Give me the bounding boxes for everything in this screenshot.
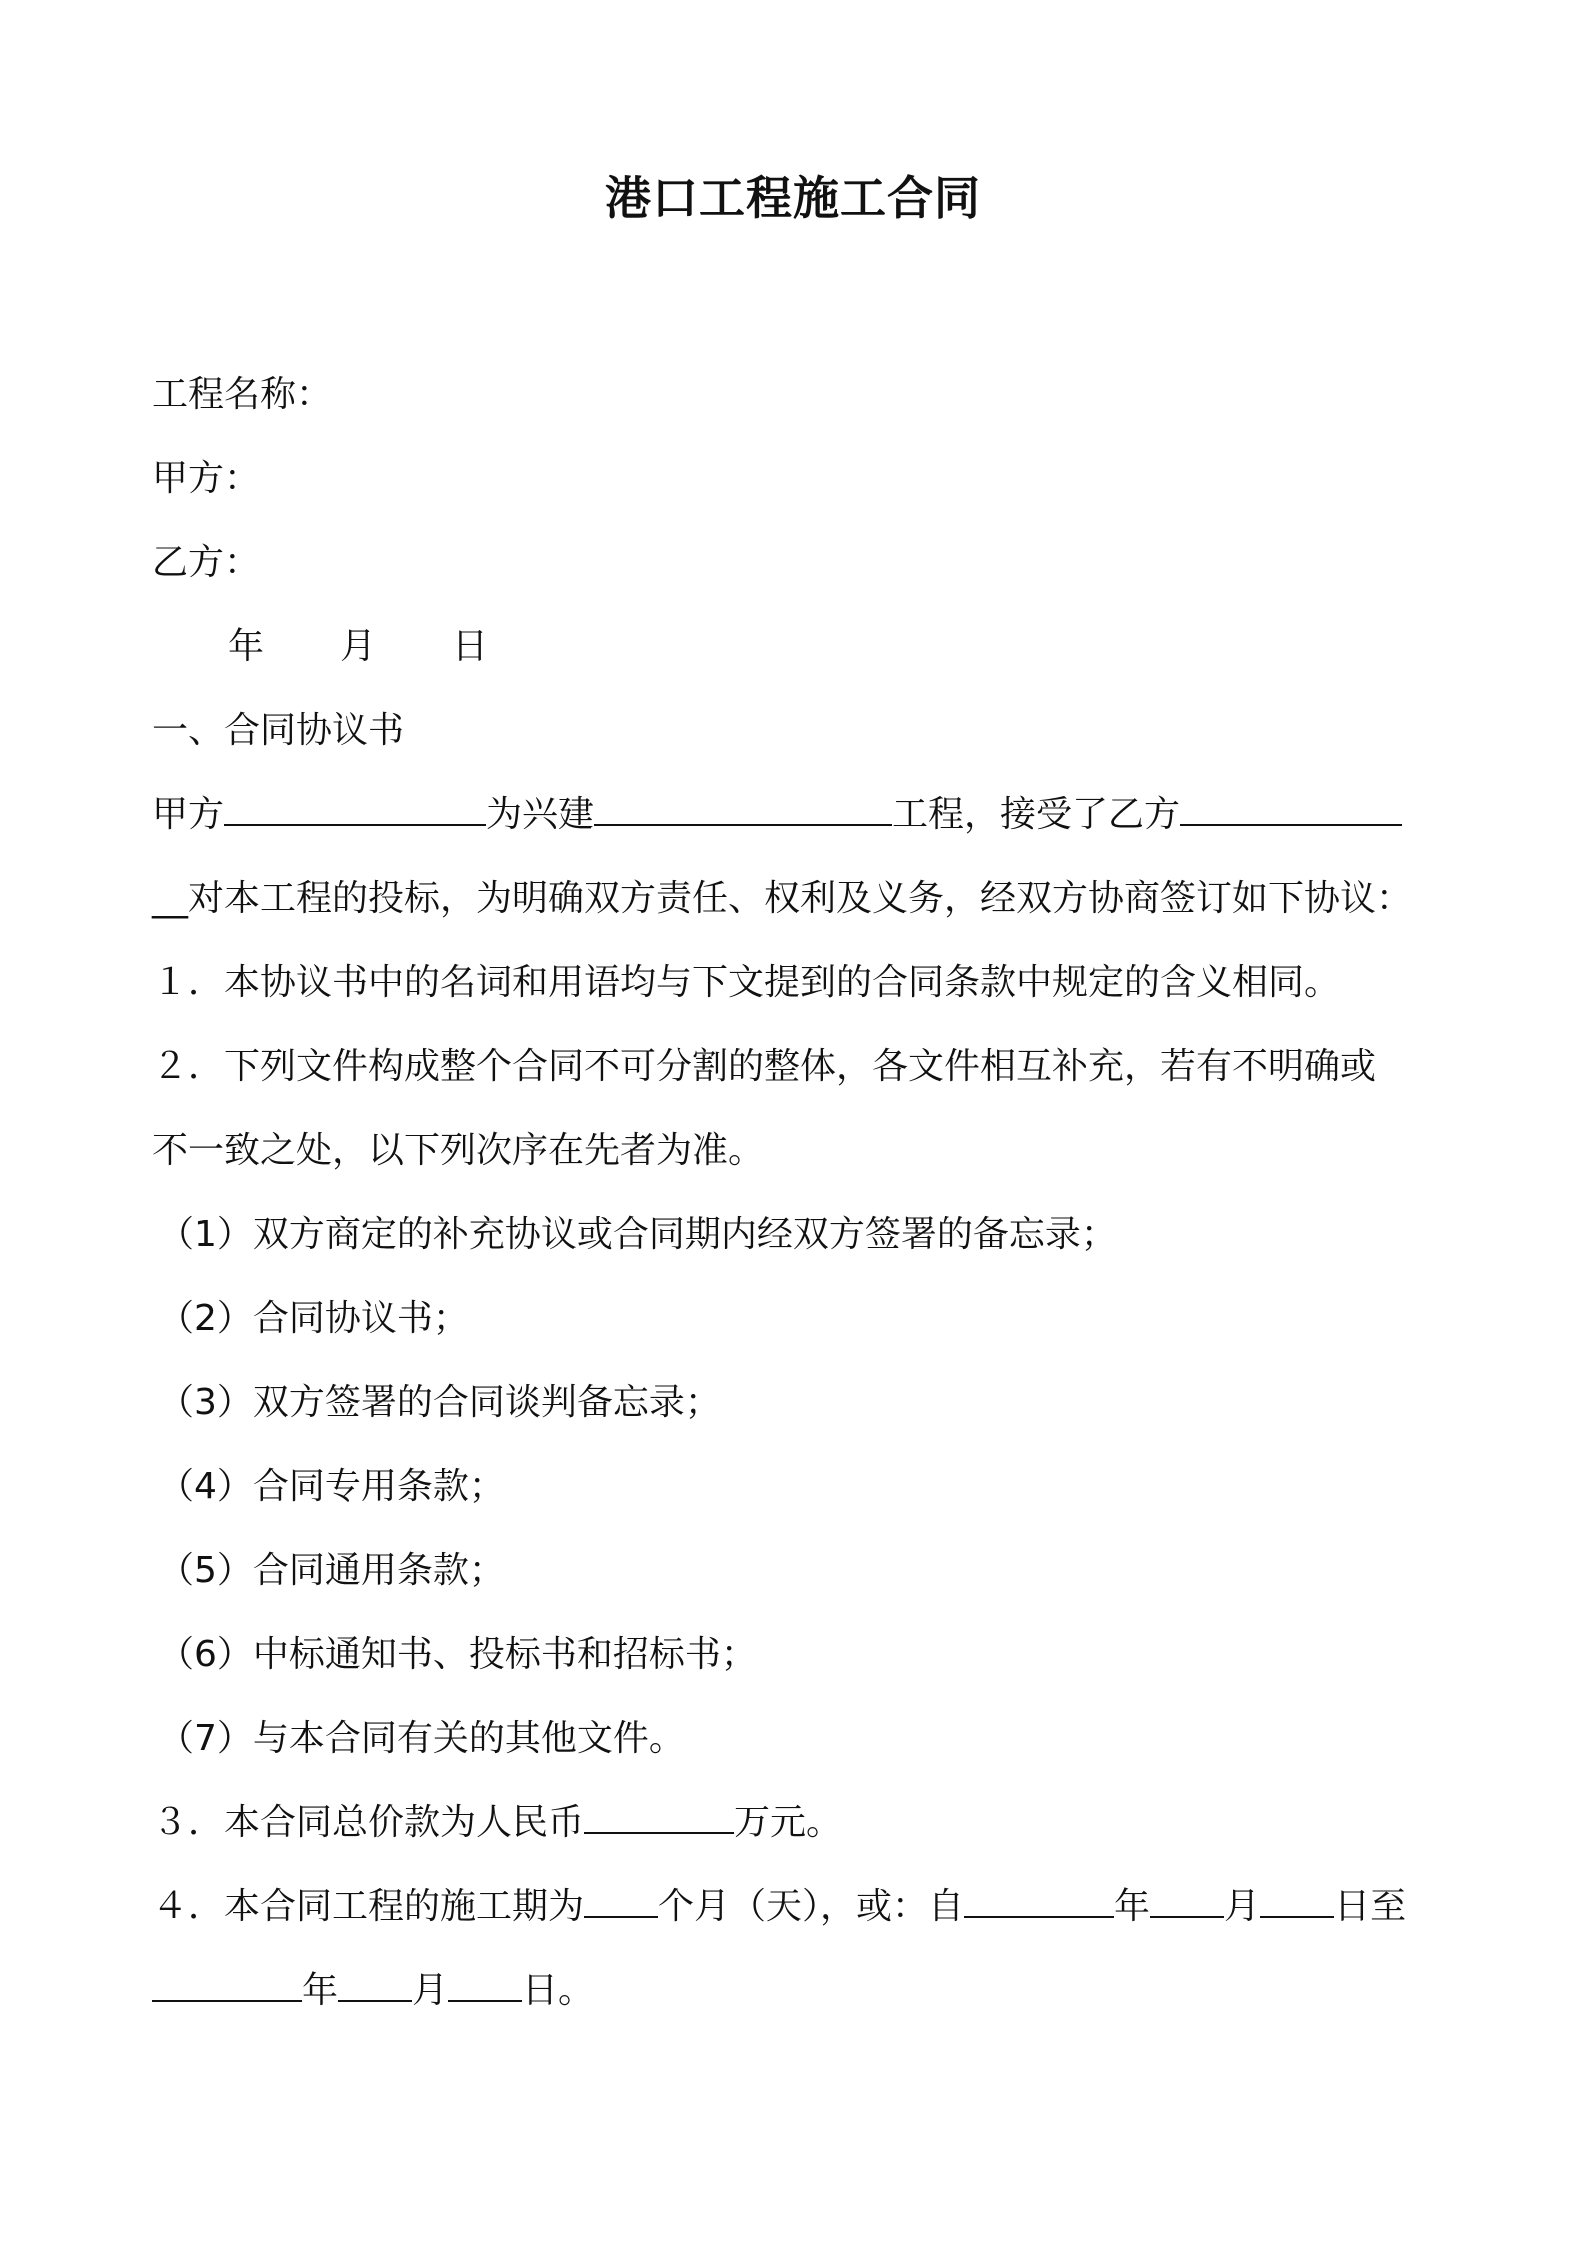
- item-4-line-1: [152, 1882, 1406, 1932]
- doc-item-5: （5）合同通用条款；: [158, 1550, 505, 1591]
- party-b-blank[interactable]: [1180, 790, 1402, 826]
- item-4-end-day: 日。: [522, 1970, 595, 2011]
- end-year-blank[interactable]: [152, 1966, 302, 2002]
- party-b-label: 乙方：: [152, 542, 261, 583]
- duration-blank[interactable]: [584, 1882, 658, 1918]
- intro-line-1: [152, 790, 1402, 840]
- date-line: [228, 622, 488, 672]
- intro-line2-blank: __: [152, 878, 188, 919]
- item-4-end-year: 年: [302, 1970, 339, 2011]
- doc-item-1: （1）双方商定的补充协议或合同期内经双方签署的备忘录；: [158, 1214, 1117, 1255]
- doc-item-6: （6）中标通知书、投标书和招标书；: [158, 1634, 757, 1675]
- price-blank[interactable]: [584, 1798, 734, 1834]
- project-name-label: 工程名称：: [152, 374, 333, 415]
- start-day-blank[interactable]: [1260, 1882, 1334, 1918]
- item-4-text: ４．本合同工程的施工期为: [152, 1886, 585, 1927]
- party-b-line: [152, 538, 260, 588]
- intro-text-party-a: 甲方: [152, 794, 225, 835]
- doc-item-2: （2）合同协议书；: [158, 1298, 469, 1339]
- item-4-month: 月: [1224, 1886, 1261, 1927]
- project-name-line: [152, 370, 332, 420]
- item-4-year: 年: [1114, 1886, 1151, 1927]
- start-month-blank[interactable]: [1150, 1882, 1224, 1918]
- date-day-label: 日: [452, 626, 489, 667]
- intro-text-build: 为兴建: [486, 794, 595, 835]
- item-3: [152, 1798, 842, 1848]
- project-blank[interactable]: [594, 790, 892, 826]
- item-4-day-to: 日至: [1334, 1886, 1407, 1927]
- doc-item-3: （3）双方签署的合同谈判备忘录；: [158, 1382, 721, 1423]
- document-title: 港口工程施工合同: [605, 171, 981, 225]
- intro-text-accept: 工程，接受了乙方: [892, 794, 1181, 835]
- start-year-blank[interactable]: [964, 1882, 1114, 1918]
- item-2-line-1: ２．下列文件构成整个合同不可分割的整体，各文件相互补充，若有不明确或: [152, 1046, 1377, 1087]
- section-heading: 一、合同协议书: [152, 710, 405, 751]
- date-year-label: 年: [228, 626, 265, 667]
- item-4-unit: 个月（天），或：自: [658, 1886, 965, 1927]
- intro-line2-text: 对本工程的投标，为明确双方责任、权利及义务，经双方协商签订如下协议：: [188, 878, 1413, 919]
- doc-item-7: （7）与本合同有关的其他文件。: [158, 1718, 685, 1759]
- item-3-unit: 万元。: [734, 1802, 843, 1843]
- item-3-text: ３．本合同总价款为人民币: [152, 1802, 585, 1843]
- doc-item-4: （4）合同专用条款；: [158, 1466, 505, 1507]
- end-day-blank[interactable]: [448, 1966, 522, 2002]
- party-a-line: [152, 454, 260, 504]
- end-month-blank[interactable]: [338, 1966, 412, 2002]
- item-4-end-month: 月: [412, 1970, 449, 2011]
- date-month-label: 月: [340, 626, 377, 667]
- intro-line-2: [152, 874, 1412, 924]
- item-2-line-2: 不一致之处，以下列次序在先者为准。: [152, 1130, 765, 1171]
- item-1: １．本协议书中的名词和用语均与下文提到的合同条款中规定的含义相同。: [152, 962, 1341, 1003]
- party-a-blank[interactable]: [224, 790, 486, 826]
- item-4-line-2: [152, 1966, 594, 2016]
- party-a-label: 甲方：: [152, 458, 261, 499]
